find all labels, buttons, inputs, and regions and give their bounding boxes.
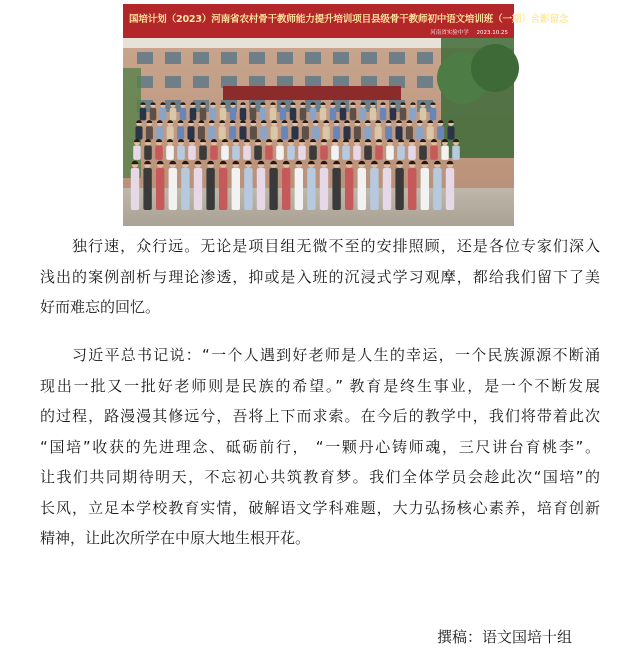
paragraph-line: 浅出的案例剖析与理论渗透，抑或是入班的沉浸式学习观摩，都给我们留下了美 [40, 267, 600, 286]
person-figure [309, 139, 317, 160]
person-figure [156, 120, 163, 139]
person-figure [270, 102, 277, 120]
person-figure [375, 139, 383, 160]
person-figure [281, 120, 288, 139]
person-figure [332, 161, 340, 210]
person-figure [427, 120, 434, 139]
person-figure [419, 139, 427, 160]
person-figure [188, 139, 196, 160]
paragraph-line: 好而难忘的回忆。 [40, 298, 161, 316]
person-figure [300, 102, 307, 120]
person-figure [155, 139, 163, 160]
person-figure [187, 120, 194, 139]
person-figure [291, 120, 298, 139]
person-figure [167, 120, 174, 139]
person-figure [244, 161, 252, 210]
person-figure [354, 120, 361, 139]
person-figure [210, 102, 217, 120]
person-figure [156, 161, 164, 210]
person-figure [221, 139, 229, 160]
building-window [361, 52, 377, 64]
building-window [333, 52, 349, 64]
person-figure [447, 120, 454, 139]
person-figure [408, 139, 416, 160]
person-figure [364, 120, 371, 139]
person-figure [194, 161, 202, 210]
building-window [417, 52, 433, 64]
person-figure [320, 161, 328, 210]
person-figure [395, 161, 403, 210]
person-figure [131, 161, 139, 210]
group-photo [123, 4, 569, 226]
person-figure [271, 120, 278, 139]
person-figure [406, 120, 413, 139]
group-photo-scene [123, 38, 514, 226]
person-figure [146, 120, 153, 139]
person-figure [358, 161, 366, 210]
person-figure [386, 139, 394, 160]
person-figure [333, 120, 340, 139]
paragraph-line: “国培”收获的先进理念、砥砺前行， “一颗丹心铸师魂，三尺讲台育桃李”。 [40, 437, 600, 456]
person-figure [410, 102, 417, 120]
person-figure [331, 139, 339, 160]
person-figure [295, 161, 303, 210]
person-figure [135, 120, 142, 139]
person-figure [416, 120, 423, 139]
author-signature: 撰稿：语文国培十组 [437, 628, 573, 646]
person-figure [323, 120, 330, 139]
person-figure [430, 102, 437, 120]
photo-banner [123, 4, 569, 38]
paragraph-line: 精神，让此次所学在中原大地生根开花。 [40, 529, 311, 547]
person-figure [144, 139, 152, 160]
person-figure [177, 139, 185, 160]
building-window [165, 52, 181, 64]
person-figure [395, 120, 402, 139]
person-figure [177, 120, 184, 139]
person-figure [320, 139, 328, 160]
person-figure [276, 139, 284, 160]
person-figure [239, 120, 246, 139]
person-figure [232, 139, 240, 160]
building-window [137, 52, 153, 64]
person-figure [312, 120, 319, 139]
building-window [249, 52, 265, 64]
person-figure [250, 102, 257, 120]
photo-meta [424, 28, 508, 36]
person-figure [342, 139, 350, 160]
person-figure [257, 161, 265, 210]
photo-banner-title: 国培计划（2023）河南省农村骨干教师能力提升培训项目县级骨干教师初中语文培训班（一期）合影留念 [129, 14, 569, 25]
person-figure [243, 139, 251, 160]
person-figure [330, 102, 337, 120]
person-figure [181, 161, 189, 210]
person-figure [302, 120, 309, 139]
building-window [193, 76, 209, 88]
person-figure [441, 139, 449, 160]
person-figure [260, 102, 267, 120]
person-figure [269, 161, 277, 210]
person-figure [397, 139, 405, 160]
person-figure [260, 120, 267, 139]
building-window [193, 52, 209, 64]
person-figure [446, 161, 454, 210]
paragraph-line: 独行速，众行远。无论是项目组无微不至的安排照顾，还是各位专家们深入 [72, 237, 600, 255]
person-figure [320, 102, 327, 120]
person-figure [420, 102, 427, 120]
photo-org: 河南省实验中学 [430, 30, 469, 36]
person-figure [220, 102, 227, 120]
person-figure [364, 139, 372, 160]
paragraph-1 [40, 231, 600, 323]
person-figure [206, 161, 214, 210]
building-window [165, 76, 181, 88]
person-figure [199, 139, 207, 160]
person-figure [360, 102, 367, 120]
person-figure [180, 102, 187, 120]
person-figure [133, 139, 141, 160]
paragraph-line: 长风，立足本学校教育实情，破解语文学科难题，大力弘扬核心素养，培育创新 [40, 498, 600, 517]
paragraph-line: 现出一批又一批好老师则是民族的希望。” 教育是终生事业，是一个不断发展 [40, 376, 600, 395]
person-figure [340, 102, 347, 120]
person-figure [343, 120, 350, 139]
person-figure [210, 139, 218, 160]
person-figure [280, 102, 287, 120]
person-figure [265, 139, 273, 160]
person-figure [290, 102, 297, 120]
person-figure [310, 102, 317, 120]
person-figure [350, 102, 357, 120]
person-figure [433, 161, 441, 210]
person-figure [421, 161, 429, 210]
person-figure [219, 161, 227, 210]
person-figure [375, 120, 382, 139]
person-figure [166, 139, 174, 160]
person-figure [380, 102, 387, 120]
person-figure [208, 120, 215, 139]
person-figure [353, 139, 361, 160]
person-figure [400, 102, 407, 120]
person-figure [452, 139, 460, 160]
person-figure [140, 102, 147, 120]
person-figure [307, 161, 315, 210]
person-figure [198, 120, 205, 139]
person-figure [370, 161, 378, 210]
person-figure [200, 102, 207, 120]
person-figure [240, 102, 247, 120]
person-figure [383, 161, 391, 210]
person-figure [437, 120, 444, 139]
building-window [305, 52, 321, 64]
person-figure [143, 161, 151, 210]
building-window [221, 52, 237, 64]
person-figure [160, 102, 167, 120]
person-figure [345, 161, 353, 210]
person-figure [190, 102, 197, 120]
person-figure [298, 139, 306, 160]
person-figure [390, 102, 397, 120]
person-figure [169, 161, 177, 210]
building-window [417, 76, 433, 88]
person-figure [370, 102, 377, 120]
paragraph-line: 的过程，路漫漫其修远兮，吾将上下而求索。在今后的教学中，我们将带着此次 [40, 407, 600, 425]
person-figure [170, 102, 177, 120]
person-figure [229, 120, 236, 139]
person-figure [408, 161, 416, 210]
person-figure [430, 139, 438, 160]
person-figure [219, 120, 226, 139]
person-figure [282, 161, 290, 210]
person-figure [232, 161, 240, 210]
person-figure [385, 120, 392, 139]
building-window [389, 52, 405, 64]
building-window [277, 52, 293, 64]
person-figure [254, 139, 262, 160]
paragraph-2 [40, 340, 600, 554]
paragraph-line: 习近平总书记说：“一个人遇到好老师是人生的幸运，一个民族源源不断涌 [72, 346, 600, 364]
person-figure [250, 120, 257, 139]
person-figure [150, 102, 157, 120]
photo-date: 2023.10.25 [476, 30, 508, 36]
person-figure [230, 102, 237, 120]
person-figure [287, 139, 295, 160]
paragraph-line: 让我们共同期待明天，不忘初心共筑教育梦。我们全体学员会趁此次“国培”的 [40, 468, 600, 486]
